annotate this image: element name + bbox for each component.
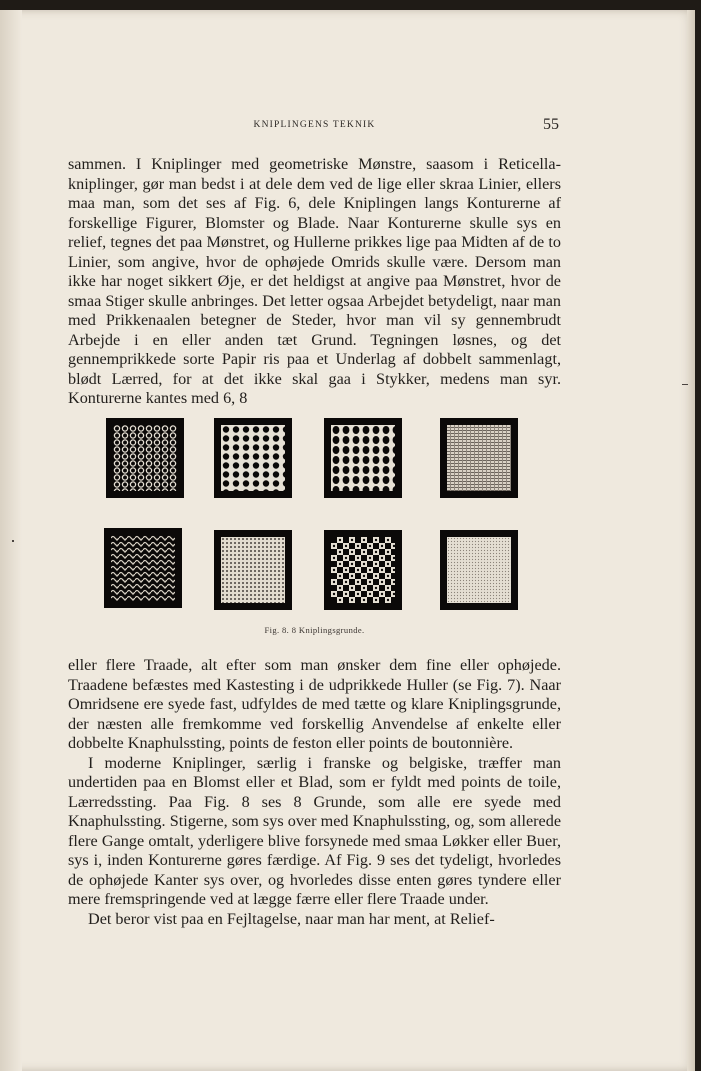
margin-mark — [682, 384, 688, 385]
lace-swatch — [106, 418, 184, 498]
lace-swatch — [440, 418, 518, 498]
lace-swatch — [104, 528, 182, 608]
lace-swatch — [324, 418, 402, 498]
paragraph-1: eller flere Traade, alt efter som man ønsker dem fine eller ophøjede. Traadene befæstes med Kastesting i de udprikkede Huller (se Fig. 7). Naar Omridsene ere syede fast, udfyldes de med tætte og klare Kniplingsgrunde, der næsten alle fremkomme ved forskellig Anvendelse af enkelte eller dobbelte Knaphulssting, points de feston eller points de boutonnière. — [68, 656, 561, 752]
lace-pattern-wavy-mesh — [111, 535, 175, 601]
lace-pattern-dense-net — [221, 537, 285, 603]
lace-swatch — [214, 530, 292, 610]
figure-8 — [104, 414, 528, 584]
lace-swatch — [440, 530, 518, 610]
running-head: KNIPLINGENS TEKNIK — [253, 120, 376, 130]
page-edge — [687, 10, 695, 1071]
lace-swatch — [214, 418, 292, 498]
page-header — [68, 116, 561, 136]
book-page — [0, 10, 695, 1071]
lace-pattern-hex-mesh — [113, 425, 177, 491]
paragraph-2: I moderne Kniplinger, særlig i franske og belgiske, træffer man undertiden paa en Blomst eller et Blad, som er fyldt med points de toile, Lærredssting. Paa Fig. 8 ses 8 Grunde, som alle ere syede med Knaphulssting. Stigerne, som sys over med Knaphulssting, og, som allerede flere Gange omtalt, yderligere blive forsynede med smaa Løkker eller Buer, sys i, inden Konturerne gøres færdige. Af Fig. 9 ses det tydeligt, hvorledes de ophøjede Kanter sys over, og hvorledes disse enten gøres tyndere eller mere fremspringende ved at lægge færre eller flere Traade under. — [68, 753, 561, 908]
page-gutter — [0, 10, 22, 1071]
page-number: 55 — [543, 116, 559, 133]
lace-pattern-fine-lines — [447, 425, 511, 491]
lace-pattern-fine-net — [447, 537, 511, 603]
paragraph-continuation: sammen. I Kniplinger med geometriske Mønstre, saasom i Reticella-kniplinger, gør man bedst i at dele dem ved de lige eller skraa Linier, ellers maa man, som det ses af Fig. 6, dele Kniplingen langs Konturerne af forskellige Figurer, Blomster og Blade. Naar Konturerne skulle sys en relief, tegnes det paa Mønstret, og Hullerne prikkes lige paa Midten af de to Linier, som angive, hvor de ophøjede Omrids skulle være. Dersom man ikke har noget sikkert Øje, er det heldigst at angive paa Mønstret, hvor de smaa Stiger skulle anbringes. Det letter ogsaa Arbejdet betydeligt, naar man med Prikkenaalen betegner de Steder, hvor man vil sy gennembrudt Arbejde i en eller anden tæt Grund. Tegningen løsnes, og det gennemprikkede sorte Papir ris paa et Underlag af dobbelt sammenlagt, blødt Lærred, for at det ikke skal gaa i Stykker, medens man syr. Konturerne kantes med 6, 8 — [68, 155, 561, 407]
margin-mark — [12, 540, 14, 542]
lace-swatch — [324, 530, 402, 610]
paragraph-3: Det beror vist paa en Fejltagelse, naar man har ment, at Relief- — [88, 909, 495, 928]
lace-pattern-diamond-mesh — [331, 425, 395, 491]
lace-pattern-round-mesh — [221, 425, 285, 491]
figure-caption: Fig. 8. 8 Kniplingsgrunde. — [264, 625, 365, 635]
lace-pattern-check-block — [331, 537, 395, 603]
bottom-text-block — [68, 656, 561, 929]
top-text-block — [68, 155, 561, 409]
